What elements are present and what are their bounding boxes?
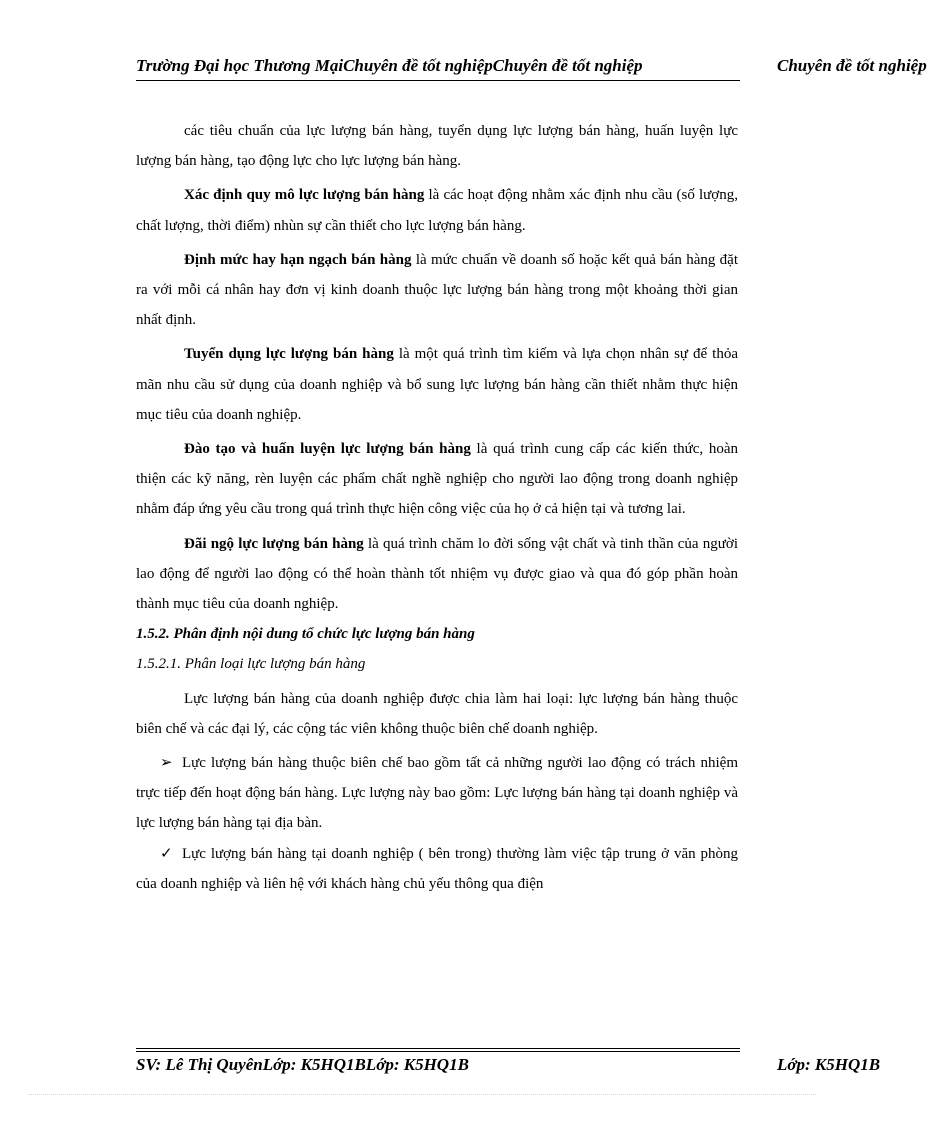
paragraph-intro: các tiêu chuẩn của lực lượng bán hàng, tuyển dụng lực lượng bán hàng, huấn luyện lực lượng bán hàng, tạo động lực cho lực lượng bán hàng. — [136, 123, 738, 170]
paragraph-classification: Lực lượng bán hàng của doanh nghiệp được chia làm hai loại: lực lượng bán hàng thuộc biên chế và các đại lý, các cộng tác viên không thuộc biên chế doanh nghiệp. — [136, 690, 738, 737]
header-rule — [136, 80, 740, 81]
term-training: Đào tạo và huấn luyện lực lượng bán hàng — [184, 441, 471, 458]
bullet-item-internal — [136, 839, 738, 899]
paragraph-recruitment — [136, 339, 738, 430]
section-heading-1-5-2-1: 1.5.2.1. Phân loại lực lượng bán hàng — [136, 656, 366, 673]
footer-student-info: SV: Lê Thị QuyênLớp: K5HQ1BLớp: K5HQ1B — [136, 1055, 469, 1074]
page-edge — [28, 1094, 816, 1095]
page-footer — [136, 1055, 881, 1081]
footer-class-info: Lớp: K5HQ1B — [777, 1055, 881, 1074]
arrow-bullet-icon: ➢ — [160, 755, 173, 772]
section-heading-1-5-2: 1.5.2. Phân định nội dung tổ chức lực lượng bán hàng — [136, 626, 475, 643]
footer-rule-top — [136, 1048, 740, 1049]
term-recruitment: Tuyển dụng lực lượng bán hàng — [184, 346, 394, 363]
definition-recruitment: là một quá trình tìm kiếm và lựa chọn nhân sự để thỏa mãn nhu cầu sử dụng của doanh nghiệp và bổ sung lực lượng bán hàng cần thiết nhằm thực hiện mục tiêu của doanh nghiệp. — [136, 346, 738, 423]
paragraph-sales-quota — [136, 245, 738, 336]
term-sales-quota: Định mức hay hạn ngạch bán hàng — [184, 251, 412, 268]
term-compensation: Đãi ngộ lực lượng bán hàng — [184, 535, 364, 552]
header-right-title: Chuyên đề tốt nghiệp — [777, 56, 927, 75]
paragraph-sales-force-size — [136, 180, 738, 240]
footer-rule-bottom — [136, 1051, 740, 1052]
definition-compensation: là quá trình chăm lo đời sống vật chất và tinh thần của người lao động để người lao động có thể hoàn thành tốt nhiệm vụ được giao và qua đó góp phần hoàn thành mục tiêu của doanh nghiệp. — [136, 535, 738, 613]
bullet-text-internal: Lực lượng bán hàng tại doanh nghiệp ( bên trong) thường làm việc tập trung ở văn phòng của doanh nghiệp và liên hệ với khách hàng chủ yếu thông qua điện — [136, 845, 738, 892]
paragraph-compensation — [136, 529, 738, 620]
header-title: Trường Đại học Thương MạiChuyên đề tốt nghiệpChuyên đề tốt nghiệp — [136, 56, 643, 75]
definition-training: là quá trình cung cấp các kiến thức, hoàn thiện các kỹ năng, rèn luyện các phẩm chất nghề nghiệp cho người lao động trong doanh nghiệp nhằm đáp ứng yêu cầu trong quá trình thực hiện công việc của họ ở cả hiện tại và tương lai. — [136, 441, 738, 518]
bullet-text-in-house: Lực lượng bán hàng thuộc biên chế bao gồm tất cả những người lao động có trách nhiệm trực tiếp đến hoạt động bán hàng. Lực lượng này bao gồm: Lực lượng bán hàng tại doanh nghiệp và lực lượng bán hàng tại địa bàn. — [136, 755, 738, 832]
term-sales-force-size: Xác định quy mô lực lượng bán hàng — [184, 187, 425, 204]
checkmark-bullet-icon: ✓ — [160, 845, 173, 862]
definition-sales-force-size: là các hoạt động nhằm xác định nhu cầu (số lượng, chất lượng, thời điểm) nhùn sự cần thiết cho lực lượng bán hàng. — [136, 187, 738, 234]
bullet-item-in-house — [136, 748, 738, 839]
document-body — [136, 116, 738, 899]
definition-sales-quota: là mức chuẩn về doanh số hoặc kết quả bán hàng đặt ra với mỗi cá nhân hay đơn vị kinh doanh thuộc lực lượng bán hàng trong một khoảng thời gian nhất định. — [136, 251, 739, 329]
page-header — [136, 56, 927, 82]
paragraph-training — [136, 434, 738, 525]
